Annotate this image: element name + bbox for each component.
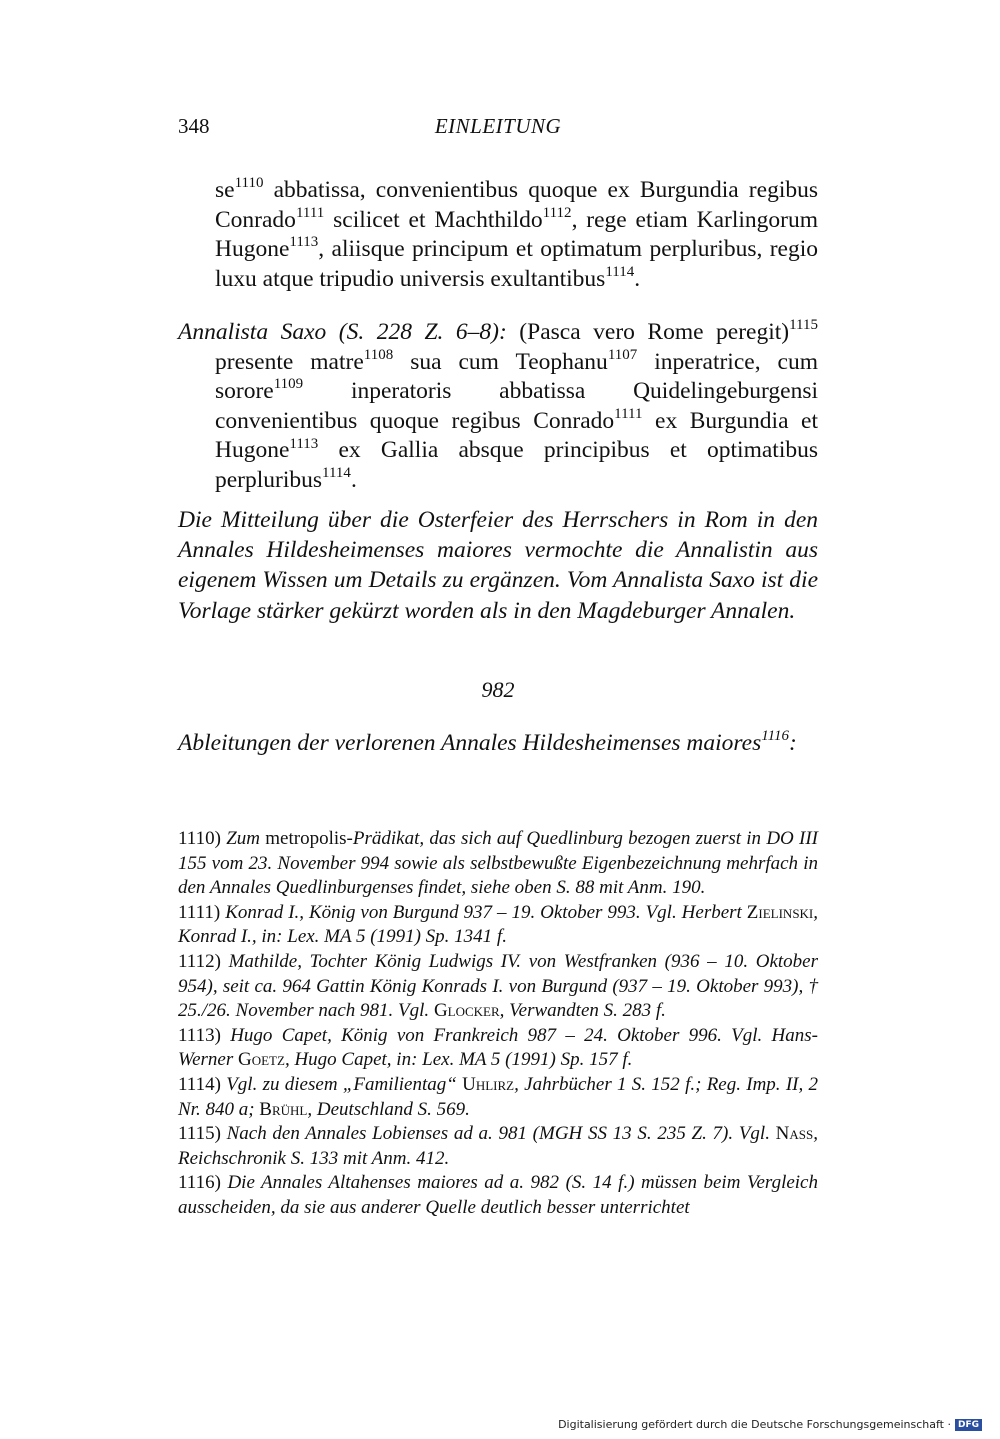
quotation-block-2: [178, 318, 818, 496]
quote-text: abbatissa, convenientibus quoque ex Burgundia regibus Conrado: [215, 177, 818, 233]
footnote-ref[interactable]: 1115: [789, 317, 818, 334]
footnote-number: 1113): [178, 1024, 221, 1046]
commentary-paragraph: Die Mitteilung über die Osterfeier des Herrschers in Rom in den Annales Hildesheimenses maiores vermochte die Annalistin aus eigenem Wissen um Details zu ergänzen. Vom Annalista Saxo ist die Vorlage stärker gekürzt worden als in den Magdeburger Annalen.: [178, 507, 818, 624]
footnote-1113: [178, 1024, 818, 1073]
author-name: Glocker: [433, 1000, 500, 1022]
footnote-1111: [178, 901, 818, 950]
quote-text: (Pasca vero Rome peregit): [506, 319, 790, 345]
quotation-block-1: [178, 176, 818, 294]
section-title-text: Ableitungen der verlorenen Annales Hildesheimenses maiores: [178, 730, 762, 756]
footnote-number: 1116): [178, 1172, 221, 1194]
page-header: [178, 114, 818, 148]
quote-text: , rege etiam Karlingorum Hugone: [215, 206, 818, 263]
footnote-ref[interactable]: 1113: [289, 234, 319, 251]
footnote-text: Die Annales Altahenses maiores ad a. 982 (S. 14 f.) müssen beim Vergleich ausscheiden, da sie aus anderer Quelle deutlich besser unterrichtet: [178, 1172, 818, 1218]
author-name: Uhlirz: [462, 1073, 515, 1095]
footnote-text: Prädikat, das sich auf Quedlinburg bezogen zuerst in DO III 155 vom 23. November 994 sowie als selbstbewußte Eigenbezeichnung mehrfach in den Annales Quedlinburgenses findet, siehe oben S. 88 mit Anm. 190.: [178, 828, 819, 899]
footnote-1110: [178, 827, 818, 901]
quote-text: ex Gallia absque principibus et optimatibus perpluribus: [215, 437, 818, 493]
quote-text: .: [350, 466, 357, 493]
credit-text: Digitalisierung gefördert durch die Deutsche Forschungsgemeinschaft ·: [558, 1418, 951, 1431]
footnote-ref[interactable]: 1110: [234, 175, 264, 192]
page-number: 348: [178, 114, 210, 138]
running-head: EINLEITUNG: [434, 114, 562, 138]
footnote-text: , Hugo Capet, in: Lex. MA 5 (1991) Sp. 157 f.: [284, 1049, 633, 1071]
footnote-text: Nach den Annales Lobienses ad a. 981 (MGH SS 13 S. 235 Z. 7). Vgl.: [226, 1123, 776, 1145]
footnote-ref[interactable]: 1112: [542, 204, 572, 221]
footnote-ref[interactable]: 1111: [295, 204, 325, 221]
footnote-number: 1115): [178, 1123, 221, 1145]
footnote-text: Konrad I., König von Burgund 937 – 19. Oktober 993. Vgl. Herbert: [225, 901, 747, 923]
footnote-text: metropolis-: [259, 828, 353, 849]
footnote-text: Mathilde, Tochter König Ludwigs IV. von Westfranken (936 – 10. Oktober 954), seit ca. 964 Gattin König Konrads I. von Burgund (937 – 19. Oktober 993), † 25./26. November nach 981. Vgl.: [178, 950, 819, 1022]
digitization-credit: [558, 1418, 982, 1431]
quote-text: inperatrice, cum sorore: [215, 348, 818, 405]
footnote-text: Zum: [226, 828, 260, 849]
footnotes: [178, 827, 818, 1221]
footnote-1116: [178, 1171, 818, 1220]
footnote-1115: [178, 1122, 818, 1171]
author-name: Nass: [775, 1123, 814, 1145]
section-title: [178, 730, 818, 757]
quote-text: scilicet et Machthildo: [324, 206, 543, 233]
footnote-text: , Jahrbücher 1 S. 152 f.; Reg. Imp. II, 2 Nr. 840 a;: [178, 1073, 819, 1120]
section-title-suffix: :: [789, 730, 797, 756]
footnote-text: , Reichschronik S. 133 mit Anm. 412.: [178, 1123, 818, 1169]
footnote-text: Hugo Capet, König von Frankreich 987 – 24. Oktober 996. Vgl. Hans-Werner: [178, 1024, 818, 1071]
quote-text: inperatoris abbatissa Quidelingeburgensi convenientibus quoque regibus Conrado: [215, 378, 818, 434]
quote-text: ex Burgundia et Hugone: [215, 407, 818, 464]
dfg-logo: DFG: [955, 1419, 982, 1431]
footnote-ref[interactable]: 1111: [614, 405, 643, 422]
footnote-number: 1114): [178, 1073, 221, 1095]
footnote-ref[interactable]: 1107: [607, 346, 638, 363]
footnote-1112: [178, 950, 818, 1024]
quote-text: se: [215, 177, 235, 203]
footnote-text: , Verwandten S. 283 f.: [499, 1000, 666, 1022]
footnote-ref[interactable]: 1108: [363, 346, 394, 363]
footnote-text: , Konrad I., in: Lex. MA 5 (1991) Sp. 1341 f.: [178, 901, 819, 948]
quote-text: presente matre: [215, 348, 364, 375]
quote-text: sua cum Teophanu: [393, 348, 608, 375]
footnote-text: Vgl. zu diesem „Familientag“: [226, 1073, 463, 1095]
footnote-ref[interactable]: 1116: [761, 728, 790, 745]
footnote-number: 1112): [178, 950, 221, 972]
footnote-ref[interactable]: 1114: [322, 465, 351, 482]
footnote-number: 1110): [178, 828, 221, 849]
author-name: Goetz: [238, 1049, 285, 1071]
author-name: Brühl: [259, 1098, 308, 1120]
footnote-ref[interactable]: 1113: [289, 435, 319, 452]
year-heading: 982: [481, 677, 515, 702]
quote-text: .: [634, 265, 641, 292]
footnote-ref[interactable]: 1109: [273, 376, 304, 393]
source-citation: Annalista Saxo (S. 228 Z. 6–8):: [178, 319, 507, 345]
footnote-number: 1111): [178, 901, 221, 923]
quote-text: , aliisque principum et optimatum perpluribus, regio luxu atque tripudio universis exultantibus: [215, 236, 818, 292]
footnote-ref[interactable]: 1114: [605, 263, 635, 280]
author-name: Zielinski: [746, 901, 814, 923]
footnote-text: , Deutschland S. 569.: [307, 1098, 470, 1120]
footnote-1114: [178, 1073, 818, 1122]
